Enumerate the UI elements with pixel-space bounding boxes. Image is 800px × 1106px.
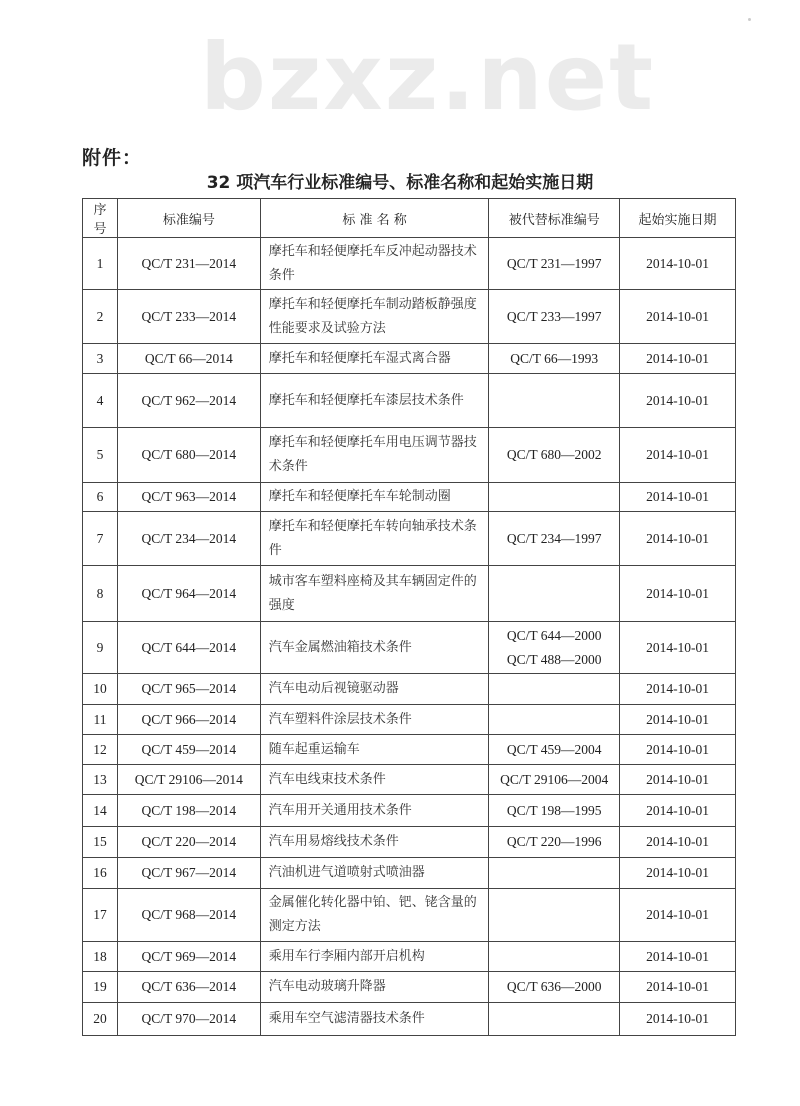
header-name: 标 准 名 称	[260, 199, 489, 238]
standard-name: 乘用车空气滤清器技术条件	[260, 1003, 489, 1036]
standard-code: QC/T 233—2014	[117, 290, 260, 344]
start-date: 2014-10-01	[620, 765, 736, 795]
start-date: 2014-10-01	[620, 858, 736, 889]
table-row	[83, 765, 736, 795]
standard-code: QC/T 680—2014	[117, 428, 260, 483]
table-row	[83, 483, 736, 512]
table-row	[83, 942, 736, 972]
row-number: 17	[83, 889, 118, 942]
standard-code: QC/T 962—2014	[117, 374, 260, 428]
replaced-code: QC/T 680—2002	[506, 447, 602, 462]
start-date: 2014-10-01	[620, 622, 736, 674]
row-number: 14	[83, 795, 118, 827]
standards-table	[82, 198, 736, 1036]
row-number: 1	[83, 238, 118, 290]
standard-code: QC/T 66—2014	[117, 344, 260, 374]
start-date: 2014-10-01	[620, 566, 736, 622]
start-date: 2014-10-01	[620, 942, 736, 972]
start-date: 2014-10-01	[620, 735, 736, 765]
start-date: 2014-10-01	[620, 512, 736, 566]
standard-name: 摩托车和轻便摩托车车轮制动圈	[260, 483, 489, 512]
standard-code: QC/T 220—2014	[117, 827, 260, 858]
replaced-codes	[489, 889, 620, 942]
table-row	[83, 344, 736, 374]
replaced-codes	[489, 858, 620, 889]
standard-name: 城市客车塑料座椅及其车辆固定件的强度	[260, 566, 489, 622]
replaced-codes	[489, 765, 620, 795]
start-date: 2014-10-01	[620, 1003, 736, 1036]
start-date: 2014-10-01	[620, 827, 736, 858]
table-row	[83, 428, 736, 483]
standard-code: QC/T 967—2014	[117, 858, 260, 889]
start-date: 2014-10-01	[620, 674, 736, 705]
watermark: bzxz.net	[200, 24, 656, 131]
standard-name: 随车起重运输车	[260, 735, 489, 765]
table-body	[83, 238, 736, 1036]
standard-name: 摩托车和轻便摩托车转向轴承技术条件	[260, 512, 489, 566]
header-no: 序号	[83, 199, 118, 238]
table-row	[83, 735, 736, 765]
replaced-codes	[489, 483, 620, 512]
table-row	[83, 512, 736, 566]
replaced-codes	[489, 512, 620, 566]
replaced-code: QC/T 644—2000	[506, 627, 602, 643]
replaced-code: QC/T 231—1997	[506, 255, 602, 271]
standard-code: QC/T 965—2014	[117, 674, 260, 705]
standard-name: 汽车用易熔线技术条件	[260, 827, 489, 858]
standard-code: QC/T 963—2014	[117, 483, 260, 512]
start-date: 2014-10-01	[620, 344, 736, 374]
replaced-code: QC/T 234—1997	[506, 530, 602, 546]
start-date: 2014-10-01	[620, 428, 736, 483]
row-number: 4	[83, 374, 118, 428]
replaced-codes	[489, 972, 620, 1003]
start-date: 2014-10-01	[620, 483, 736, 512]
standard-code: QC/T 198—2014	[117, 795, 260, 827]
standard-name: 汽车金属燃油箱技术条件	[260, 622, 489, 674]
standard-name: 汽车电动玻璃升降器	[260, 972, 489, 1003]
standard-code: QC/T 644—2014	[117, 622, 260, 674]
row-number: 10	[83, 674, 118, 705]
replaced-code: QC/T 459—2004	[506, 741, 602, 757]
standard-code: QC/T 459—2014	[117, 735, 260, 765]
standard-code: QC/T 964—2014	[117, 566, 260, 622]
start-date: 2014-10-01	[620, 889, 736, 942]
table-row	[83, 705, 736, 735]
row-number: 20	[83, 1003, 118, 1036]
standard-code: QC/T 636—2014	[117, 972, 260, 1003]
document-title: 32 项汽车行业标准编号、标准名称和起始实施日期	[206, 173, 594, 193]
replaced-code: QC/T 29106—2004	[500, 771, 609, 787]
row-number: 5	[83, 428, 118, 483]
row-number: 13	[83, 765, 118, 795]
row-number: 16	[83, 858, 118, 889]
table-row	[83, 674, 736, 705]
standard-name: 摩托车和轻便摩托车反冲起动器技术条件	[260, 238, 489, 290]
standard-code: QC/T 970—2014	[117, 1003, 260, 1036]
scan-speck	[748, 18, 751, 21]
table-row	[83, 795, 736, 827]
table-header-row	[83, 199, 736, 238]
replaced-codes	[489, 795, 620, 827]
standard-code: QC/T 234—2014	[117, 512, 260, 566]
replaced-codes	[489, 374, 620, 428]
standard-name: 摩托车和轻便摩托车漆层技术条件	[260, 374, 489, 428]
row-number: 18	[83, 942, 118, 972]
standard-name: 汽车用开关通用技术条件	[260, 795, 489, 827]
replaced-codes	[489, 942, 620, 972]
replaced-codes	[489, 735, 620, 765]
table-row	[83, 290, 736, 344]
standard-code: QC/T 966—2014	[117, 705, 260, 735]
table-row	[83, 858, 736, 889]
replaced-codes	[489, 290, 620, 344]
replaced-codes	[489, 674, 620, 705]
replaced-codes	[489, 428, 620, 483]
table-row	[83, 1003, 736, 1036]
row-number: 9	[83, 622, 118, 674]
header-date: 起始实施日期	[620, 199, 736, 238]
header-replaced: 被代替标准编号	[489, 199, 620, 238]
replaced-codes	[489, 827, 620, 858]
replaced-codes	[489, 1003, 620, 1036]
table-row	[83, 972, 736, 1003]
start-date: 2014-10-01	[620, 972, 736, 1003]
replaced-code: QC/T 488—2000	[506, 651, 602, 667]
table-row	[83, 622, 736, 674]
standard-code: QC/T 969—2014	[117, 942, 260, 972]
row-number: 6	[83, 483, 118, 512]
table-row	[83, 889, 736, 942]
replaced-codes	[489, 622, 620, 674]
header-code: 标准编号	[117, 199, 260, 238]
row-number: 19	[83, 972, 118, 1003]
replaced-codes	[489, 566, 620, 622]
standard-code: QC/T 29106—2014	[117, 765, 260, 795]
row-number: 7	[83, 512, 118, 566]
standard-name: 汽车塑料件涂层技术条件	[260, 705, 489, 735]
replaced-code: QC/T 198—1995	[506, 802, 602, 818]
table-row	[83, 238, 736, 290]
standard-name: 汽车电线束技术条件	[260, 765, 489, 795]
standard-name: 汽油机进气道喷射式喷油器	[260, 858, 489, 889]
standard-name: 摩托车和轻便摩托车制动踏板静强度性能要求及试验方法	[260, 290, 489, 344]
row-number: 3	[83, 344, 118, 374]
standard-name: 乘用车行李厢内部开启机构	[260, 942, 489, 972]
standard-name: 摩托车和轻便摩托车用电压调节器技术条件	[260, 428, 489, 483]
standard-name: 金属催化转化器中铂、钯、铑含量的测定方法	[260, 889, 489, 942]
start-date: 2014-10-01	[620, 374, 736, 428]
replaced-code: QC/T 220—1996	[506, 834, 602, 849]
start-date: 2014-10-01	[620, 705, 736, 735]
start-date: 2014-10-01	[620, 290, 736, 344]
standard-code: QC/T 968—2014	[117, 889, 260, 942]
replaced-code: QC/T 66—1993	[510, 350, 599, 366]
row-number: 8	[83, 566, 118, 622]
replaced-codes	[489, 344, 620, 374]
row-number: 2	[83, 290, 118, 344]
row-number: 11	[83, 705, 118, 735]
replaced-codes	[489, 238, 620, 290]
replaced-codes	[489, 705, 620, 735]
table-row	[83, 566, 736, 622]
table-row	[83, 374, 736, 428]
row-number: 12	[83, 735, 118, 765]
start-date: 2014-10-01	[620, 795, 736, 827]
row-number: 15	[83, 827, 118, 858]
start-date: 2014-10-01	[620, 238, 736, 290]
standard-code: QC/T 231—2014	[117, 238, 260, 290]
standard-name: 摩托车和轻便摩托车湿式离合器	[260, 344, 489, 374]
replaced-code: QC/T 233—1997	[506, 308, 602, 324]
replaced-code: QC/T 636—2000	[506, 979, 602, 994]
attachment-label: 附件：	[82, 147, 143, 169]
table-row	[83, 827, 736, 858]
standard-name: 汽车电动后视镜驱动器	[260, 674, 489, 705]
